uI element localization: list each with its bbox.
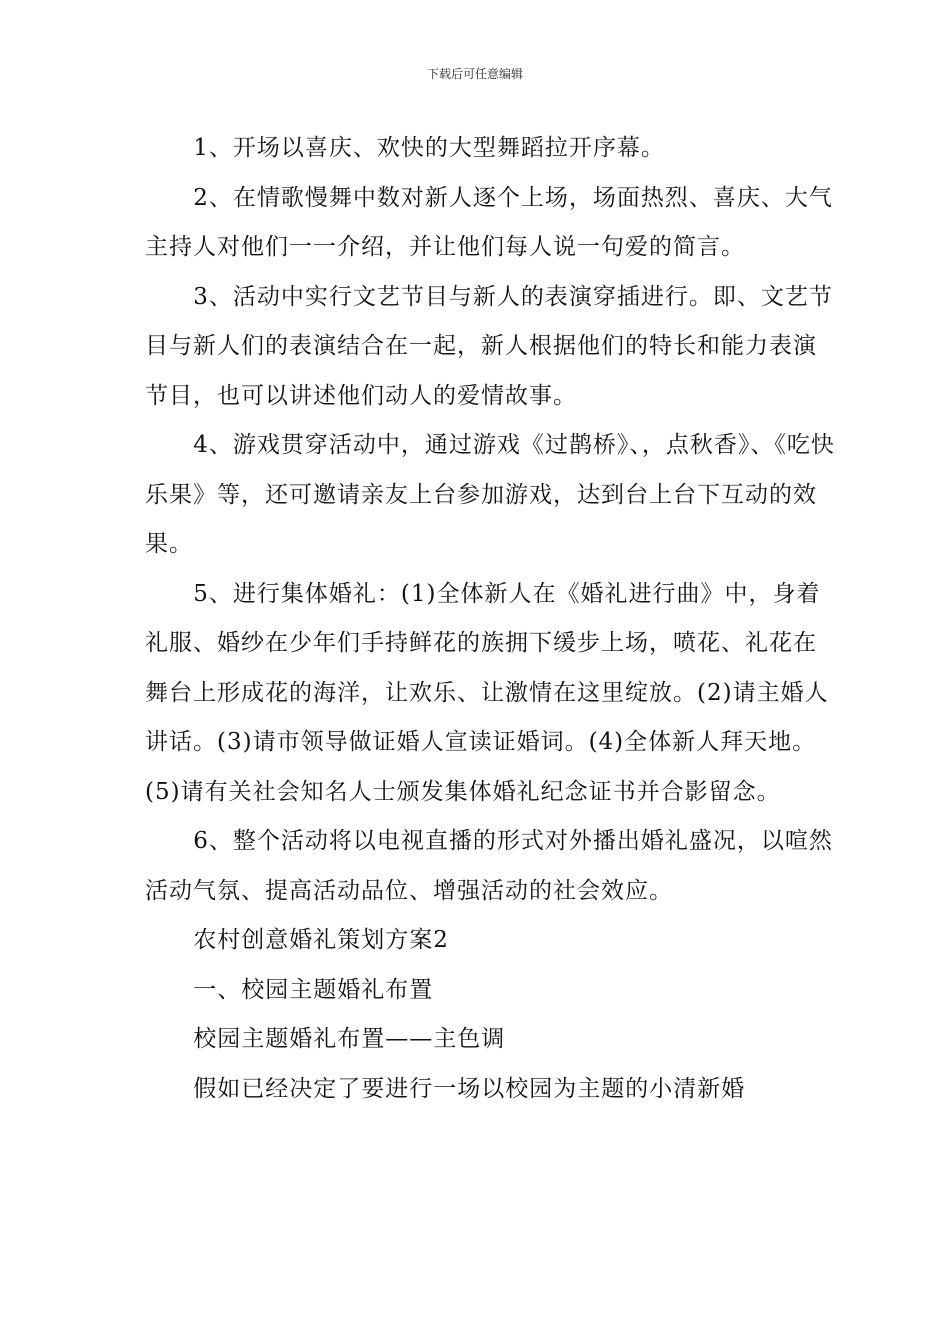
document-body (145, 124, 835, 1114)
section-title: 农村创意婚礼策划方案2 (193, 927, 449, 953)
paragraph-1: 1、开场以喜庆、欢快的大型舞蹈拉开序幕。 (193, 135, 665, 161)
paragraph-last: 假如已经决定了要进行一场以校园为主题的小清新婚 (193, 1075, 746, 1102)
paragraph-2: 2、在情歌慢舞中数对新人逐个上场，场面热烈、喜庆、大气主持人对他们一一介绍，并让他们每人说一句爱的简言。 (145, 184, 833, 260)
paragraph-4: 4、游戏贯穿活动中，通过游戏《过鹊桥》、，点秋香》、《吃快乐果》等，还可邀请亲友上台参加游戏，达到台上台下互动的效果。 (145, 432, 835, 557)
page-header-note: 下载后可任意编辑 (426, 67, 523, 81)
paragraph-3: 3、活动中实行文艺节目与新人的表演穿插进行。即、文艺节目与新人们的表演结合在一起，新人根据他们的特长和能力表演节目，也可以讲述他们动人的爱情故事。 (145, 283, 833, 409)
paragraph-5: 5、进行集体婚礼：(1)全体新人在《婚礼进行曲》中，身着礼服、婚纱在少年们手持鲜花的族拥下缓步上场，喷花、礼花在舞台上形成花的海洋，让欢乐、让激情在这里绽放。(2)请主婚人讲话。(3)请市领导做证婚人宣读证婚词。(4)全体新人拜天地。(5)请有关社会知名人士颁发集体婚礼纪念证书并合影留念。 (145, 580, 829, 805)
paragraph-6: 6、整个活动将以电视直播的形式对外播出婚礼盛况，以喧然活动气氛、提高活动品位、增强活动的社会效应。 (145, 828, 833, 904)
section-subtitle: 一、校园主题婚礼布置 (193, 976, 434, 1003)
section-subheading: 校园主题婚礼布置——主色调 (193, 1026, 506, 1052)
